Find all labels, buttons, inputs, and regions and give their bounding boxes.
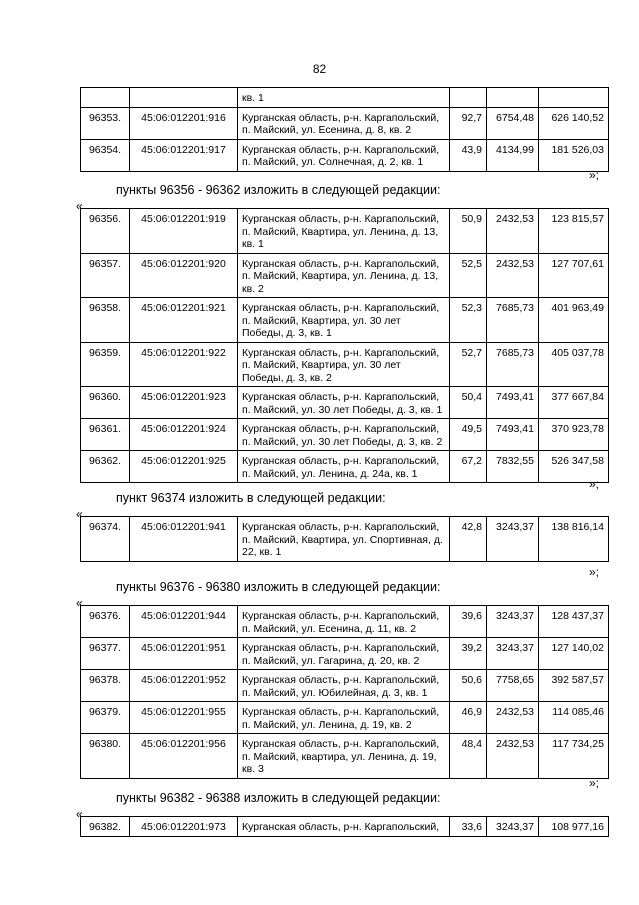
row-number-cell: 96380.: [81, 734, 130, 779]
cadastral-cost-cell: 127 707,61: [539, 253, 609, 298]
unit-rate-cell: 7493,41: [487, 387, 539, 419]
unit-rate-cell: 7758,65: [487, 670, 539, 702]
table-row: [81, 451, 609, 483]
area-value-cell: 50,4: [450, 387, 487, 419]
address-cell: Курганская область, р-н. Каргапольский, п. Майский, квартира, ул. Ленина, д. 19, кв. 3: [238, 734, 450, 779]
row-number-cell: 96356.: [81, 209, 130, 254]
table-row: [81, 734, 609, 779]
area-value-cell: 42,8: [450, 517, 487, 562]
unit-rate-cell: [487, 88, 539, 108]
unit-rate-cell: 3243,37: [487, 606, 539, 638]
row-number-cell: 96382.: [81, 817, 130, 837]
unit-rate-cell: 3243,37: [487, 517, 539, 562]
cadastral-number-cell: 45:06:012201:922: [130, 342, 238, 387]
closing-quote: »;: [589, 565, 600, 579]
cadastral-cost-cell: 370 923,78: [539, 419, 609, 451]
table-row: [81, 88, 609, 108]
cadastral-cost-cell: 123 815,57: [539, 209, 609, 254]
row-number-cell: 96353.: [81, 107, 130, 139]
unit-rate-cell: 2432,53: [487, 734, 539, 779]
unit-rate-cell: 6754,48: [487, 107, 539, 139]
instruction-text: пункты 96382 - 96388 изложить в следующей редакции:: [116, 791, 441, 805]
row-number-cell: 96374.: [81, 517, 130, 562]
area-value-cell: 39,6: [450, 606, 487, 638]
table-row: [81, 670, 609, 702]
cadastral-cost-cell: 626 140,52: [539, 107, 609, 139]
area-value-cell: 39,2: [450, 638, 487, 670]
instruction-text: пункты 96356 - 96362 изложить в следующей редакции:: [116, 183, 441, 197]
cadastral-number-cell: 45:06:012201:916: [130, 107, 238, 139]
address-cell: Курганская область, р-н. Каргапольский, п. Майский, ул. Юбилейная, д. 3, кв. 1: [238, 670, 450, 702]
address-cell: Курганская область, р-н. Каргапольский, п. Майский, Квартира, ул. Ленина, д. 13, кв. 2: [238, 253, 450, 298]
records-table-4: [80, 605, 609, 779]
cadastral-number-cell: 45:06:012201:951: [130, 638, 238, 670]
address-cell: Курганская область, р-н. Каргапольский, п. Майский, ул. Гагарина, д. 20, кв. 2: [238, 638, 450, 670]
cadastral-cost-cell: 377 667,84: [539, 387, 609, 419]
table-row: [81, 298, 609, 343]
area-value-cell: 46,9: [450, 702, 487, 734]
table-row: [81, 387, 609, 419]
cadastral-number-cell: 45:06:012201:944: [130, 606, 238, 638]
area-value-cell: 50,9: [450, 209, 487, 254]
row-number-cell: 96377.: [81, 638, 130, 670]
address-cell: кв. 1: [238, 88, 450, 108]
table-row: [81, 638, 609, 670]
cadastral-number-cell: 45:06:012201:925: [130, 451, 238, 483]
address-cell: Курганская область, р-н. Каргапольский, п. Майский, ул. 30 лет Победы, д. 3, кв. 1: [238, 387, 450, 419]
cadastral-cost-cell: 127 140,02: [539, 638, 609, 670]
opening-quote: «: [76, 199, 83, 213]
cadastral-number-cell: [130, 88, 238, 108]
cadastral-number-cell: 45:06:012201:923: [130, 387, 238, 419]
address-cell: Курганская область, р-н. Каргапольский, п. Майский, Квартира, ул. Ленина, д. 13, кв. 1: [238, 209, 450, 254]
unit-rate-cell: 7685,73: [487, 342, 539, 387]
cadastral-number-cell: 45:06:012201:973: [130, 817, 238, 837]
cadastral-cost-cell: 117 734,25: [539, 734, 609, 779]
opening-quote: «: [76, 507, 83, 521]
row-number-cell: [81, 88, 130, 108]
cadastral-number-cell: 45:06:012201:952: [130, 670, 238, 702]
table-row: [81, 253, 609, 298]
table-row: [81, 139, 609, 171]
cadastral-cost-cell: 401 963,49: [539, 298, 609, 343]
table-row: [81, 107, 609, 139]
table-row: [81, 342, 609, 387]
area-value-cell: 50,6: [450, 670, 487, 702]
unit-rate-cell: 2432,53: [487, 702, 539, 734]
table-row: [81, 606, 609, 638]
unit-rate-cell: 3243,37: [487, 638, 539, 670]
page-number: 82: [312, 62, 327, 76]
cadastral-cost-cell: 526 347,58: [539, 451, 609, 483]
cadastral-cost-cell: 181 526,03: [539, 139, 609, 171]
unit-rate-cell: 2432,53: [487, 209, 539, 254]
unit-rate-cell: 7493,41: [487, 419, 539, 451]
instruction-text: пункт 96374 изложить в следующей редакции:: [116, 491, 386, 505]
area-value-cell: [450, 88, 487, 108]
instruction-text: пункты 96376 - 96380 изложить в следующей редакции:: [116, 580, 441, 594]
cadastral-number-cell: 45:06:012201:920: [130, 253, 238, 298]
row-number-cell: 96376.: [81, 606, 130, 638]
row-number-cell: 96379.: [81, 702, 130, 734]
table-row: [81, 702, 609, 734]
address-cell: Курганская область, р-н. Каргапольский, п. Майский, ул. Солнечная, д. 2, кв. 1: [238, 139, 450, 171]
address-cell: Курганская область, р-н. Каргапольский, п. Майский, ул. Ленина, д. 19, кв. 2: [238, 702, 450, 734]
unit-rate-cell: 2432,53: [487, 253, 539, 298]
closing-quote: »;: [589, 776, 600, 790]
opening-quote: «: [76, 596, 83, 610]
address-cell: Курганская область, р-н. Каргапольский, п. Майский, Квартира, ул. Спортивная, д. 22, кв. 1: [238, 517, 450, 562]
row-number-cell: 96354.: [81, 139, 130, 171]
table-row: [81, 817, 609, 837]
cadastral-number-cell: 45:06:012201:941: [130, 517, 238, 562]
address-cell: Курганская область, р-н. Каргапольский, п. Майский, Квартира, ул. 30 лет Победы, д. 3, кв. 1: [238, 298, 450, 343]
unit-rate-cell: 4134,99: [487, 139, 539, 171]
area-value-cell: 48,4: [450, 734, 487, 779]
area-value-cell: 52,7: [450, 342, 487, 387]
cadastral-number-cell: 45:06:012201:956: [130, 734, 238, 779]
closing-quote: »;: [589, 168, 600, 182]
row-number-cell: 96358.: [81, 298, 130, 343]
unit-rate-cell: 7832,55: [487, 451, 539, 483]
table-row: [81, 209, 609, 254]
closing-quote: »;: [589, 477, 600, 491]
area-value-cell: 52,3: [450, 298, 487, 343]
area-value-cell: 92,7: [450, 107, 487, 139]
address-cell: Курганская область, р-н. Каргапольский, п. Майский, ул. Ленина, д. 24а, кв. 1: [238, 451, 450, 483]
address-cell: Курганская область, р-н. Каргапольский, п. Майский, ул. Есенина, д. 8, кв. 2: [238, 107, 450, 139]
records-table-1: [80, 87, 609, 172]
cadastral-cost-cell: [539, 88, 609, 108]
area-value-cell: 49,5: [450, 419, 487, 451]
address-cell: Курганская область, р-н. Каргапольский, п. Майский, ул. Есенина, д. 11, кв. 2: [238, 606, 450, 638]
opening-quote: «: [76, 807, 83, 821]
unit-rate-cell: 7685,73: [487, 298, 539, 343]
row-number-cell: 96360.: [81, 387, 130, 419]
cadastral-cost-cell: 405 037,78: [539, 342, 609, 387]
area-value-cell: 33,6: [450, 817, 487, 837]
cadastral-cost-cell: 138 816,14: [539, 517, 609, 562]
table-row: [81, 419, 609, 451]
address-cell: Курганская область, р-н. Каргапольский,: [238, 817, 450, 837]
row-number-cell: 96357.: [81, 253, 130, 298]
row-number-cell: 96362.: [81, 451, 130, 483]
row-number-cell: 96359.: [81, 342, 130, 387]
row-number-cell: 96361.: [81, 419, 130, 451]
area-value-cell: 67,2: [450, 451, 487, 483]
cadastral-number-cell: 45:06:012201:924: [130, 419, 238, 451]
records-table-2: [80, 208, 609, 483]
cadastral-number-cell: 45:06:012201:919: [130, 209, 238, 254]
address-cell: Курганская область, р-н. Каргапольский, п. Майский, Квартира, ул. 30 лет Победы, д. 3, кв. 2: [238, 342, 450, 387]
unit-rate-cell: 3243,37: [487, 817, 539, 837]
address-cell: Курганская область, р-н. Каргапольский, п. Майский, ул. 30 лет Победы, д. 3, кв. 2: [238, 419, 450, 451]
cadastral-number-cell: 45:06:012201:955: [130, 702, 238, 734]
area-value-cell: 52,5: [450, 253, 487, 298]
area-value-cell: 43,9: [450, 139, 487, 171]
table-row: [81, 517, 609, 562]
cadastral-number-cell: 45:06:012201:921: [130, 298, 238, 343]
cadastral-cost-cell: 392 587,57: [539, 670, 609, 702]
records-table-3: [80, 516, 609, 562]
cadastral-number-cell: 45:06:012201:917: [130, 139, 238, 171]
row-number-cell: 96378.: [81, 670, 130, 702]
cadastral-cost-cell: 108 977,16: [539, 817, 609, 837]
cadastral-cost-cell: 114 085,46: [539, 702, 609, 734]
cadastral-cost-cell: 128 437,37: [539, 606, 609, 638]
records-table-5: [80, 816, 609, 837]
